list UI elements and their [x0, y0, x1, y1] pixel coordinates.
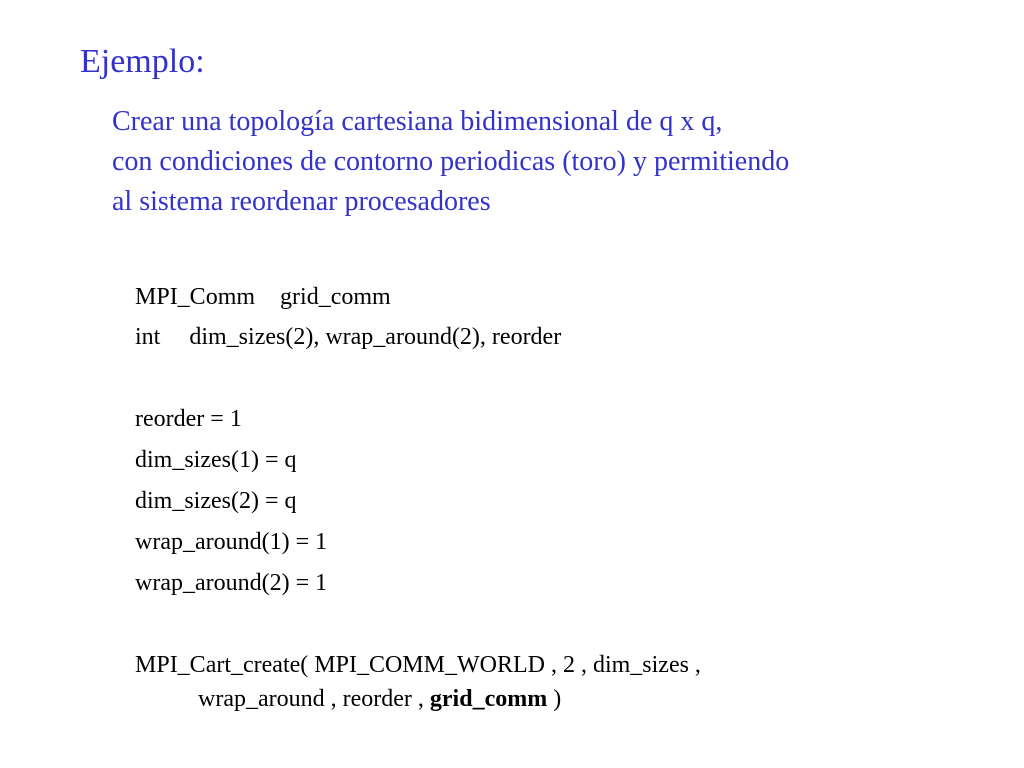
declaration-comm [135, 282, 391, 312]
assignment-line: dim_sizes(1) = q [135, 447, 297, 473]
declaration-int [135, 322, 561, 352]
assignment-line: wrap_around(1) = 1 [135, 529, 328, 555]
intro-line-2: con condiciones de contorno periodicas (toro) y permitiendo [112, 146, 790, 177]
call-args-suffix: ) [547, 686, 562, 712]
assignment-line: wrap_around(2) = 1 [135, 570, 328, 596]
cart-create-call-line-2 [198, 684, 561, 714]
intro-line-1: Crear una topología cartesiana bidimensional de q x q, [112, 106, 723, 137]
cart-create-call-line-1: MPI_Cart_create( MPI_COMM_WORLD , 2 , dim_sizes , [135, 652, 701, 678]
int-type: int [135, 324, 161, 350]
assignment-line: reorder = 1 [135, 406, 242, 432]
call-arg-grid-comm: grid_comm [429, 686, 548, 712]
comm-type: MPI_Comm [135, 284, 256, 310]
assignment-line: dim_sizes(2) = q [135, 488, 297, 514]
slide-title: Ejemplo: [80, 43, 205, 80]
call-args-prefix: wrap_around , reorder , [198, 686, 430, 712]
intro-line-3: al sistema reordenar procesadores [112, 186, 491, 217]
int-variables: dim_sizes(2), wrap_around(2), reorder [189, 324, 562, 350]
comm-variable: grid_comm [280, 284, 391, 310]
intro-text [112, 102, 789, 222]
